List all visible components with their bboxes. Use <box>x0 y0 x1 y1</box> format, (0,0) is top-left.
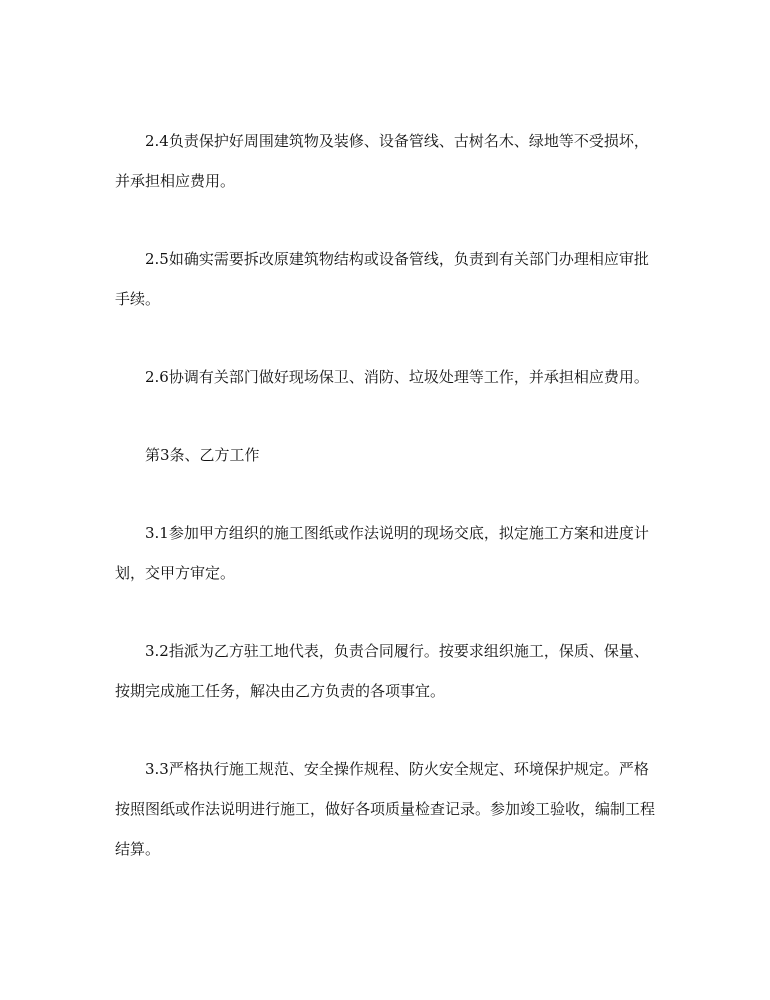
article-3-heading: 第3条、乙方工作 <box>145 446 260 464</box>
paragraph-2-4-line-1: 2.4负责保护好周围建筑物及装修、设备管线、古树名木、绿地等不受损坏， <box>145 132 649 150</box>
paragraph-2-5-line-1: 2.5如确实需要拆改原建筑物结构或设备管线，负责到有关部门办理相应审批 <box>145 250 649 268</box>
paragraph-3-3-line-2: 按照图纸或作法说明进行施工，做好各项质量检查记录。参加竣工验收，编制工程 <box>115 800 656 818</box>
paragraph-3-1-line-2: 划，交甲方审定。 <box>115 564 236 582</box>
paragraph-2-6-line-1: 2.6协调有关部门做好现场保卫、消防、垃圾处理等工作，并承担相应费用。 <box>145 368 649 386</box>
paragraph-3-1-line-1: 3.1参加甲方组织的施工图纸或作法说明的现场交底，拟定施工方案和进度计 <box>145 524 649 542</box>
paragraph-2-5-line-2: 手续。 <box>115 290 161 308</box>
paragraph-2-4-line-2: 并承担相应费用。 <box>115 172 236 190</box>
paragraph-3-2-line-2: 按期完成施工任务，解决由乙方负责的各项事宜。 <box>115 682 446 700</box>
paragraph-3-3-line-3: 结算。 <box>115 840 161 858</box>
paragraph-3-3-line-1: 3.3严格执行施工规范、安全操作规程、防火安全规定、环境保护规定。严格 <box>145 760 649 778</box>
paragraph-3-2-line-1: 3.2指派为乙方驻工地代表，负责合同履行。按要求组织施工，保质、保量、 <box>145 642 649 660</box>
